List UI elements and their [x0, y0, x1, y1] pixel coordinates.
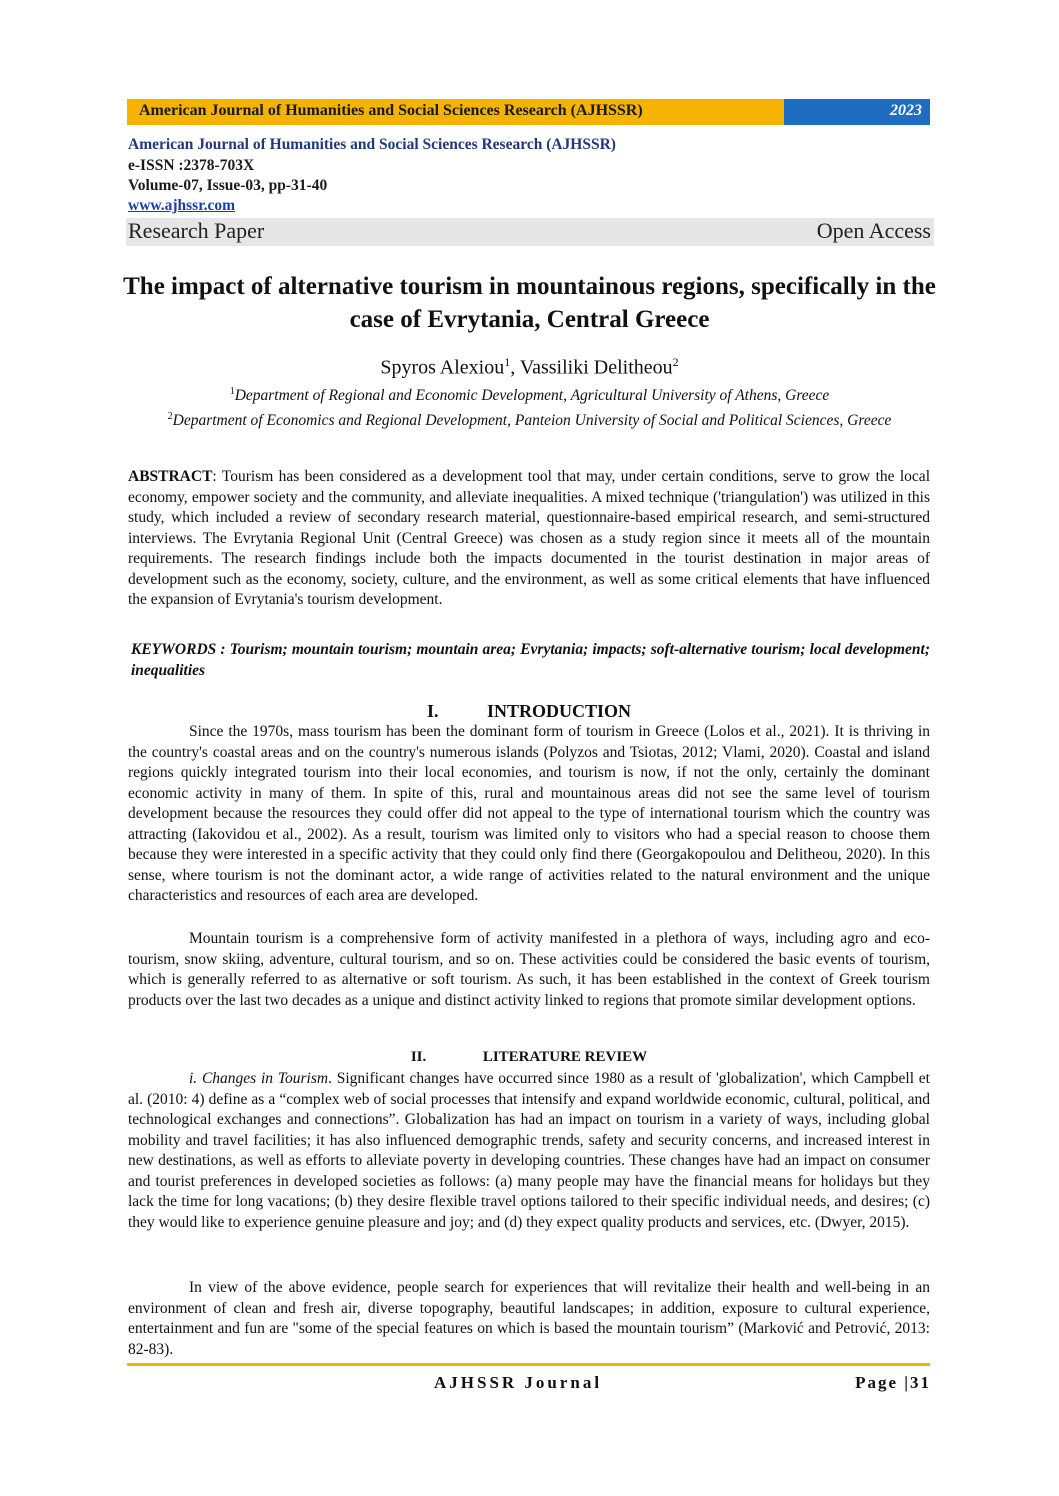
- journal-issn: e-ISSN :2378-703X: [128, 157, 255, 174]
- footer-page-number: Page |31: [855, 1373, 931, 1392]
- section-heading-introduction: [128, 701, 930, 722]
- abstract-label: ABSTRACT: [128, 468, 213, 485]
- author-affiliation-marker: 2: [672, 355, 679, 369]
- paragraph-text: In view of the above evidence, people search for experiences that will revitalize their health and well-being in an environment of clean and fresh air, diverse topography, beautiful landscapes; in addition, exposure to cultural experience, entertainment and fun are "some of the special features on which is based the mountain tourism” (Marković and Petrović, 2013: 82-83).: [128, 1279, 930, 1358]
- journal-url-link[interactable]: www.ajhssr.com: [128, 197, 236, 214]
- open-access-label: Open Access: [816, 218, 931, 243]
- author-name: Vassiliki Delitheou: [519, 356, 673, 379]
- header-journal-title: American Journal of Humanities and Social Sciences Research (AJHSSR): [139, 102, 643, 119]
- section-heading-literature-review: [128, 1049, 930, 1066]
- section-number: II.: [410, 1049, 427, 1065]
- section-title: LITERATURE REVIEW: [482, 1049, 648, 1065]
- paragraph-text: Since the 1970s, mass tourism has been the dominant form of tourism in Greece (Lolos et al., 2021). It is thriving in the country's coastal areas and on the country's numerous islands (Polyzos and Tsiotas, 2012; Vlami, 2020). Coastal and island regions quickly integrated tourism into their local economies, and tourism is now, if not the only, certainly the dominant economic activity in many of them. In spite of this, rural and mountainous areas did not see the same level of tourism development because the resources they could offer did not appeal to the type of international tourism which the country was attracting (Iakovidou et al., 2002). As a result, tourism was limited only to visitors who had a special reason to choose them because they were interested in a specific activity that they could only find there (Georgakopoulou and Delitheou, 2020). In this sense, where tourism is not the dominant actor, a wide range of activities related to the natural environment and the unique characteristics and resources of each area are developed.: [128, 723, 930, 904]
- section-number: I.: [426, 701, 439, 721]
- footer-journal: AJHSSR Journal: [434, 1373, 603, 1392]
- subsection-title: i. Changes in Tourism: [189, 1070, 329, 1087]
- header-year: 2023: [890, 102, 922, 119]
- affiliation-text: Department of Regional and Economic Development, Agricultural University of Athens, Greece: [234, 387, 830, 405]
- paper-title: The impact of alternative tourism in mountainous regions, specifically in the case of Evrytania, Central Greece: [123, 273, 936, 333]
- author-list: [100, 355, 959, 380]
- paragraph: [128, 722, 930, 907]
- author-affiliation-marker: 1: [504, 355, 511, 369]
- paper-type-label: Research Paper: [128, 218, 265, 243]
- affiliation-text: Department of Economics and Regional Development, Panteion University of Social and Political Sciences, Greece: [172, 412, 892, 430]
- affiliation-marker: 2: [167, 411, 173, 422]
- abstract: [128, 467, 930, 611]
- keywords: [131, 640, 930, 681]
- paragraph-text: Mountain tourism is a comprehensive form of activity manifested in a plethora of ways, including agro and eco-tourism, snow skiing, adventure, cultural tourism, and so on. These activities could be considered the basic events of tourism, which is generally referred to as alternative or soft tourism. As such, it has been established in the context of Greek tourism products over the last two decades as a unique and distinct activity linked to regions that promote similar development options.: [128, 930, 930, 1009]
- paragraph-text: . Significant changes have occurred since 1980 as a result of 'globalization', which Campbell et al. (2010: 4) define as a “complex web of social processes that intensify and expand worldwide economic, cultural, political, and technological exchanges and connections”. Globalization has had an impact on tourism in a variety of ways, including global mobility and travel facilities; it has also influenced demographic trends, safety and security concerns, and increased interest in new destinations, as well as efforts to alleviate poverty in developing countries. These changes have had an impact on consumer and tourist preferences in developed societies as follows: (a) many people may have the financial means for holidays but they lack the time for long vacations; (b) they desire flexible travel options tailored to their specific individual needs, and desires; (c) they would like to experience genuine pleasure and joy; and (d) they expect quality products and services, etc. (Dwyer, 2015).: [128, 1070, 930, 1231]
- paragraph: [128, 1278, 930, 1360]
- author-name: Spyros Alexiou: [380, 356, 505, 379]
- affiliation-marker: 1: [229, 386, 235, 397]
- section-title: INTRODUCTION: [486, 701, 632, 721]
- keywords-label: KEYWORDS: [131, 641, 217, 658]
- affiliation-1: [100, 386, 959, 405]
- journal-volume: Volume-07, Issue-03, pp-31-40: [128, 177, 328, 194]
- affiliation-2: [100, 406, 959, 431]
- paragraph: [128, 1069, 930, 1233]
- keywords-text: : Tourism; mountain tourism; mountain area; Evrytania; impacts; soft-alternative tourism; local development; inequalities: [131, 641, 930, 679]
- author-separator: ,: [510, 356, 520, 379]
- journal-name: American Journal of Humanities and Social Sciences Research (AJHSSR): [128, 136, 616, 153]
- footer-rule: [127, 1363, 930, 1366]
- abstract-text: : Tourism has been considered as a development tool that may, under certain conditions, serve to grow the local economy, empower society and the community, and alleviate inequalities. A mixed technique ('triangulation') was utilized in this study, which included a review of secondary research material, questionnaire-based empirical research, and semi-structured interviews. The Evrytania Regional Unit (Central Greece) was chosen as a study region since it meets all of the mountain requirements. The research findings include both the impacts documented in the tourist destination in major areas of development such as the economy, society, culture, and the environment, as well as some critical elements that have influenced the expansion of Evrytania's tourism development.: [128, 468, 930, 608]
- paragraph: [128, 929, 930, 1011]
